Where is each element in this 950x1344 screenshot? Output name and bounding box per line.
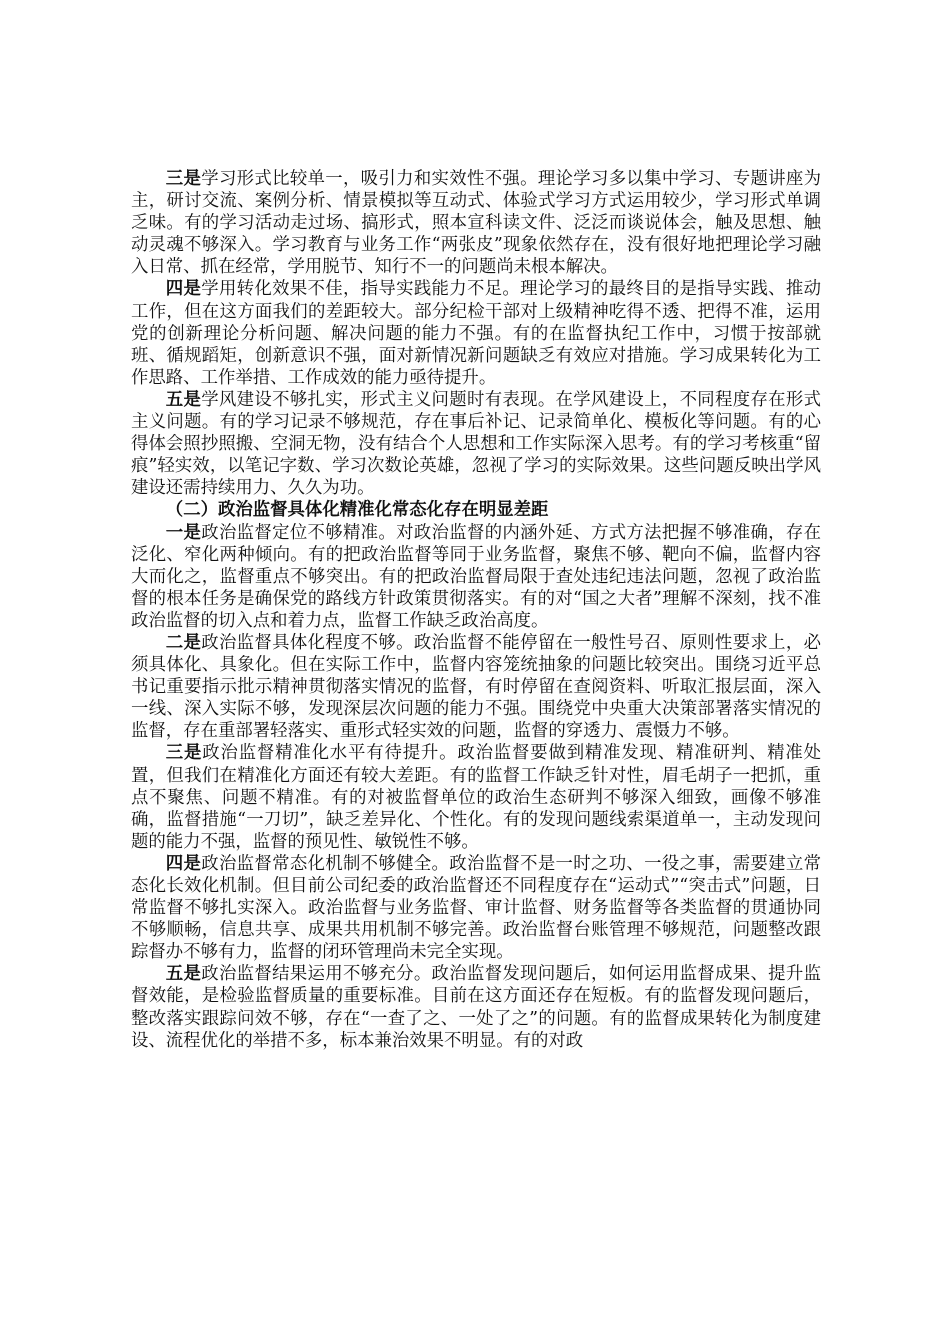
paragraph-text: 政治监督常态化机制不够健全。政治监督不是一时之功、一役之事，需要建立常态化长效化机制。但目前公司纪委的政治监督还不同程度存在“运动式”“突击式”问题，日常监督不够扎实深入。政治监督与业务监督、审计监督、财务监督等各类监督的贯通协同不够顺畅，信息共享、成果共用机制不够完善。政治监督台账管理不够规范，问题整改跟踪督办不够有力，监督的闭环管理尚未完全实现。: [131, 853, 821, 963]
paragraph-lead: 四是: [165, 853, 202, 874]
section-heading: （二）政治监督具体化精准化常态化存在明显差距: [165, 500, 549, 521]
paragraph-text: 政治监督定位不够精准。对政治监督的内涵外延、方式方法把握不够准确，存在泛化、窄化两种倾向。有的把政治监督等同于业务监督，聚焦不够、靶向不偏，监督内容大而化之，监督重点不够突出。有的把政治监督局限于查处违纪违法问题，忽视了政治监督的根本任务是确保党的路线方针政策贯彻落实。有的对“国之大者”理解不深刻，找不准政治监督的切入点和着力点，监督工作缺乏政治高度。: [131, 522, 821, 631]
paragraph-text: 学风建设不够扎实，形式主义问题时有表现。在学风建设上，不同程度存在形式主义问题。有的学习记录不够规范，存在事后补记、记录简单化、模板化等问题。有的心得体会照抄照搬、空洞无物，没有结合个人思想和工作实际深入思考。有的学习考核重“留痕”轻实效，以笔记字数、学习次数论英雄，忽视了学习的实际效果。这些问题反映出学风建设还需持续用力、久久为功。: [131, 389, 821, 499]
paragraph-supervision-normalization: [131, 853, 821, 963]
paragraph-lead: 一是: [165, 522, 202, 543]
paragraph-text: 政治监督精准化水平有待提升。政治监督要做到精准发现、精准研判、精准处置，但我们在精准化方面还有较大差距。有的监督工作缺乏针对性，眉毛胡子一把抓，重点不聚焦、问题不精准。有的对被监督单位的政治生态研判不够深入细致，画像不够准确，监督措施“一刀切”，缺乏差异化、个性化。有的发现问题线索渠道单一，主动发现问题的能力不强，监督的预见性、敏锐性不够。: [131, 743, 821, 852]
paragraph-study-application: [131, 278, 821, 388]
document-page: [131, 168, 821, 1052]
paragraph-text: 政治监督具体化程度不够。政治监督不能停留在一般性号召、原则性要求上，必须具体化、具象化。但在实际工作中，监督内容笼统抽象的问题比较突出。围绕习近平总书记重要指示批示精神贯彻落实情况的监督，有时停留在查阅资料、听取汇报层面，深入一线、深入实际不够，发现深层次问题的能力不强。围绕党中央重大决策部署落实情况的监督，存在重部署轻落实、重形式轻实效的问题，监督的穿透力、震慑力不够。: [131, 632, 821, 742]
paragraph-text: 学习形式比较单一，吸引力和实效性不强。理论学习多以集中学习、专题讲座为主，研讨交流、案例分析、情景模拟等互动式、体验式学习方式运用较少，学习形式单调乏味。有的学习活动走过场、搞形式，照本宣科读文件、泛泛而谈说体会，触及思想、触动灵魂不够深入。学习教育与业务工作“两张皮”现象依然存在，没有很好地把理论学习融入日常、抓在经常，学用脱节、知行不一的问题尚未根本解决。: [131, 169, 821, 278]
paragraph-study-style: [131, 389, 821, 499]
paragraph-lead: 四是: [165, 279, 202, 300]
paragraph-supervision-results: [131, 963, 821, 1051]
paragraph-lead: 五是: [165, 389, 202, 410]
paragraph-study-form: [131, 168, 821, 278]
paragraph-supervision-positioning: [131, 522, 821, 632]
paragraph-lead: 三是: [165, 743, 203, 764]
paragraph-supervision-specificity: [131, 632, 821, 742]
paragraph-lead: 二是: [165, 632, 202, 653]
paragraph-text: 学用转化效果不佳，指导实践能力不足。理论学习的最终目的是指导实践、推动工作，但在这方面我们的差距较大。部分纪检干部对上级精神吃得不透、把得不准，运用党的创新理论分析问题、解决问题的能力不强。有的在监督执纪工作中，习惯于按部就班、循规蹈矩，创新意识不强，面对新情况新问题缺乏有效应对措施。学习成果转化为工作思路、工作举措、工作成效的能力亟待提升。: [131, 279, 821, 388]
paragraph-lead: 五是: [165, 964, 202, 985]
paragraph-supervision-precision: [131, 742, 821, 852]
paragraph-text: 政治监督结果运用不够充分。政治监督发现问题后，如何运用监督成果、提升监督效能，是检验监督质量的重要标准。目前在这方面还存在短板。有的监督发现问题后，整改落实跟踪问效不够，存在“一查了之、一处了之”的问题。有的监督成果转化为制度建设、流程优化的举措不多，标本兼治效果不明显。有的对政: [131, 964, 821, 1051]
paragraph-lead: 三是: [165, 169, 202, 189]
